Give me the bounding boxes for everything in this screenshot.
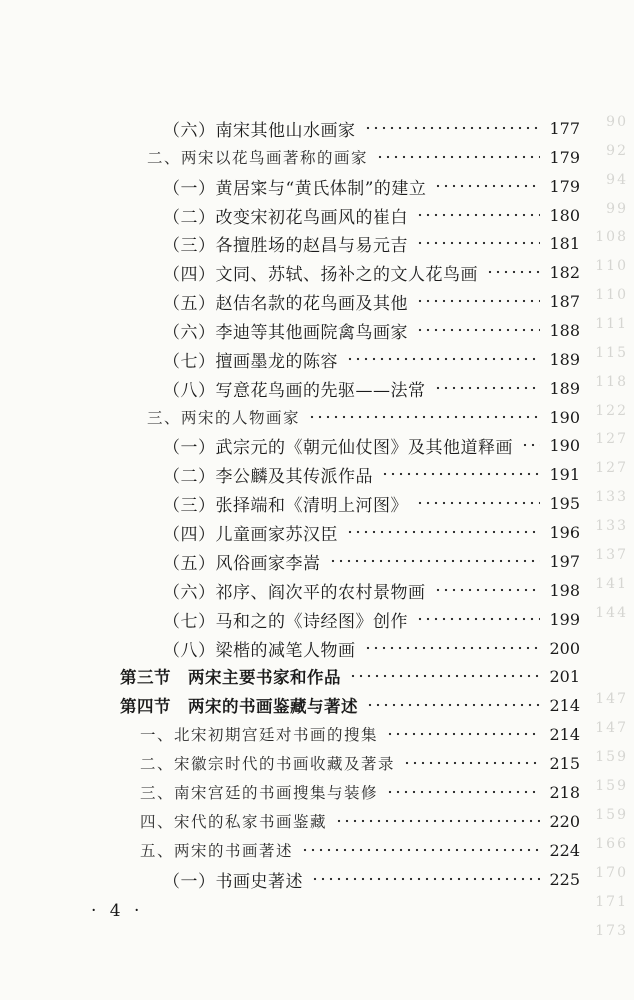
- toc-entry: [0, 403, 634, 431]
- toc-entry: [0, 836, 634, 864]
- toc-entry-title: 二、两宋以花鸟画著称的画家: [147, 149, 369, 167]
- show-through-number: 159: [595, 807, 628, 823]
- toc-entry-title: 一、北宋初期宫廷对书画的搜集: [140, 726, 379, 744]
- toc-entry-title: （一）武宗元的《朝元仙仗图》及其他道释画: [163, 437, 513, 458]
- toc-entry: [0, 749, 634, 777]
- toc-entry-title: 第三节 两宋主要书家和作品: [120, 668, 341, 687]
- toc-entry: [0, 489, 634, 517]
- show-through-number: 110: [595, 287, 628, 303]
- show-through-number: 137: [595, 547, 628, 563]
- show-through-number: 99: [606, 201, 628, 217]
- show-through-number: 144: [595, 605, 628, 621]
- dot-leader: [434, 184, 540, 188]
- toc-entry: [0, 201, 634, 229]
- show-through-number: 118: [595, 374, 628, 390]
- show-through-number: 108: [595, 229, 628, 245]
- toc-entry-title: （四）儿童画家苏汉臣: [163, 524, 338, 545]
- toc-page-number: 189: [549, 378, 580, 398]
- dot-leader: [349, 674, 540, 678]
- dot-leader: [403, 761, 540, 765]
- toc-page-number: 181: [549, 233, 580, 253]
- dot-leader: [381, 472, 540, 476]
- dot-leader: [416, 241, 540, 245]
- toc-entry: [0, 634, 634, 662]
- toc-entry-title: （六）李迪等其他画院禽鸟画家: [163, 322, 408, 343]
- toc-page-number: 179: [549, 176, 580, 196]
- show-through-number: 133: [595, 518, 628, 534]
- toc-entry-title: （一）黄居寀与“黄氏体制”的建立: [163, 178, 427, 199]
- toc-page-number: 200: [549, 638, 580, 658]
- show-through-number: 147: [595, 691, 628, 707]
- toc-entry-title: （七）马和之的《诗经图》创作: [163, 611, 408, 632]
- toc-entry-title: （三）张择端和《清明上河图》: [163, 495, 408, 516]
- toc-page-number: 180: [549, 205, 580, 225]
- toc-page-number: 196: [549, 522, 580, 542]
- toc-entry-title: （二）李公麟及其传派作品: [163, 466, 373, 487]
- dot-leader: [386, 732, 540, 736]
- show-through-number: 147: [595, 720, 628, 736]
- toc-entry: [0, 865, 634, 893]
- dot-leader: [416, 299, 540, 303]
- dot-leader: [416, 617, 540, 621]
- toc-entry-title: 第四节 两宋的书画鉴藏与著述: [120, 697, 358, 716]
- dot-leader: [366, 703, 540, 707]
- toc-entry: [0, 460, 634, 488]
- toc-page-number: 224: [549, 840, 580, 860]
- toc-entry: [0, 114, 634, 142]
- dot-leader: [364, 126, 541, 130]
- dot-leader: [434, 386, 541, 390]
- dot-leader: [346, 530, 540, 534]
- toc-entry-title: （三）各擅胜场的赵昌与易元吉: [163, 235, 408, 256]
- toc-entry-title: （六）祁序、阎次平的农村景物画: [163, 582, 426, 603]
- show-through-number: 122: [595, 403, 628, 419]
- toc-entry: [0, 258, 634, 286]
- dot-leader: [376, 155, 540, 159]
- toc-entry-title: （五）赵佶名款的花鸟画及其他: [163, 293, 408, 314]
- show-through-number: 111: [595, 316, 628, 332]
- toc-page-number: 189: [549, 349, 580, 369]
- toc-page-number: 215: [549, 753, 580, 773]
- dot-leader: [486, 270, 540, 274]
- toc-page-number: 220: [549, 811, 580, 831]
- toc-entry-title: （五）风俗画家李嵩: [163, 553, 321, 574]
- show-through-number: 141: [595, 576, 628, 592]
- show-through-number: 171: [595, 894, 628, 910]
- show-through-number: 90: [606, 114, 628, 130]
- toc-entry: [0, 143, 634, 171]
- toc-page-number: 214: [549, 724, 580, 744]
- dot-leader: [346, 357, 540, 361]
- toc-entry-title: 五、两宋的书画著述: [140, 842, 294, 860]
- show-through-number: 159: [595, 778, 628, 794]
- toc-entry: [0, 547, 634, 575]
- toc-entry-title: （四）文同、苏轼、扬补之的文人花鸟画: [163, 264, 478, 285]
- toc-page-number: 218: [549, 782, 580, 802]
- toc-entry: [0, 229, 634, 257]
- toc-page-number: 182: [549, 262, 580, 282]
- toc-entry-title: （八）梁楷的减笔人物画: [163, 640, 356, 661]
- show-through-number: 115: [595, 345, 628, 361]
- toc-entry: [0, 431, 634, 459]
- toc-entry: [0, 172, 634, 200]
- toc-page-number: 177: [549, 118, 580, 138]
- dot-leader: [308, 415, 540, 419]
- toc-entry: [0, 720, 634, 748]
- dot-leader: [335, 819, 540, 823]
- toc-entry: [0, 374, 634, 402]
- show-through-number: 159: [595, 749, 628, 765]
- toc-page-number: 190: [549, 407, 580, 427]
- toc-entry-title: 三、两宋的人物画家: [147, 409, 301, 427]
- show-through-number: 110: [595, 258, 628, 274]
- toc-entry: [0, 778, 634, 806]
- show-through-number: 173: [595, 923, 628, 939]
- dot-leader: [329, 559, 541, 563]
- toc-page-number: 190: [549, 435, 580, 455]
- toc-page-number: 198: [549, 580, 580, 600]
- toc-entry-title: 三、南宋宫廷的书画搜集与装修: [140, 784, 379, 802]
- show-through-number: 127: [595, 431, 628, 447]
- toc-entry-title: （七）擅画墨龙的陈容: [163, 351, 338, 372]
- dot-leader: [416, 501, 540, 505]
- toc-entry-title: 二、宋徽宗时代的书画收藏及著录: [140, 755, 396, 773]
- toc-entry-title: （八）写意花鸟画的先驱——法常: [163, 380, 426, 401]
- show-through-number: 133: [595, 489, 628, 505]
- dot-leader: [311, 877, 540, 881]
- toc-entry: [0, 807, 634, 835]
- dot-leader: [386, 790, 540, 794]
- dot-leader: [301, 848, 540, 852]
- show-through-number: 94: [606, 172, 628, 188]
- dot-leader: [416, 213, 540, 217]
- dot-leader: [364, 646, 541, 650]
- toc-page-number: 197: [549, 551, 580, 571]
- toc-page-number: 179: [549, 147, 580, 167]
- page-folio: · 4 ·: [91, 901, 144, 921]
- toc-entry: [0, 345, 634, 373]
- toc-page-number: 191: [549, 464, 580, 484]
- toc-page-number: 214: [549, 695, 580, 715]
- toc-entry-title: 四、宋代的私家书画鉴藏: [140, 813, 328, 831]
- show-through-number: 92: [606, 143, 628, 159]
- dot-leader: [434, 588, 541, 592]
- toc-page-number: 188: [549, 320, 580, 340]
- toc-entry: [0, 605, 634, 633]
- toc-page-number: 201: [549, 666, 580, 686]
- dot-leader: [521, 443, 540, 447]
- show-through-number: 127: [595, 460, 628, 476]
- toc-page-number: 225: [549, 869, 580, 889]
- dot-leader: [416, 328, 540, 332]
- show-through-number: 166: [595, 836, 628, 852]
- toc-entry: [0, 691, 634, 719]
- toc-page-number: 187: [549, 291, 580, 311]
- show-through-number: 170: [595, 865, 628, 881]
- toc-page-number: 195: [549, 493, 580, 513]
- toc-entry-title: （二）改变宋初花鸟画风的崔白: [163, 207, 408, 228]
- toc-entry: [0, 662, 634, 690]
- toc-entry: [0, 287, 634, 315]
- toc-entry-title: （一）书画史著述: [163, 871, 303, 892]
- toc-page-number: 199: [549, 609, 580, 629]
- toc-entry: [0, 518, 634, 546]
- toc-entry: [0, 316, 634, 344]
- toc-entry-title: （六）南宋其他山水画家: [163, 120, 356, 141]
- toc-entry: [0, 576, 634, 604]
